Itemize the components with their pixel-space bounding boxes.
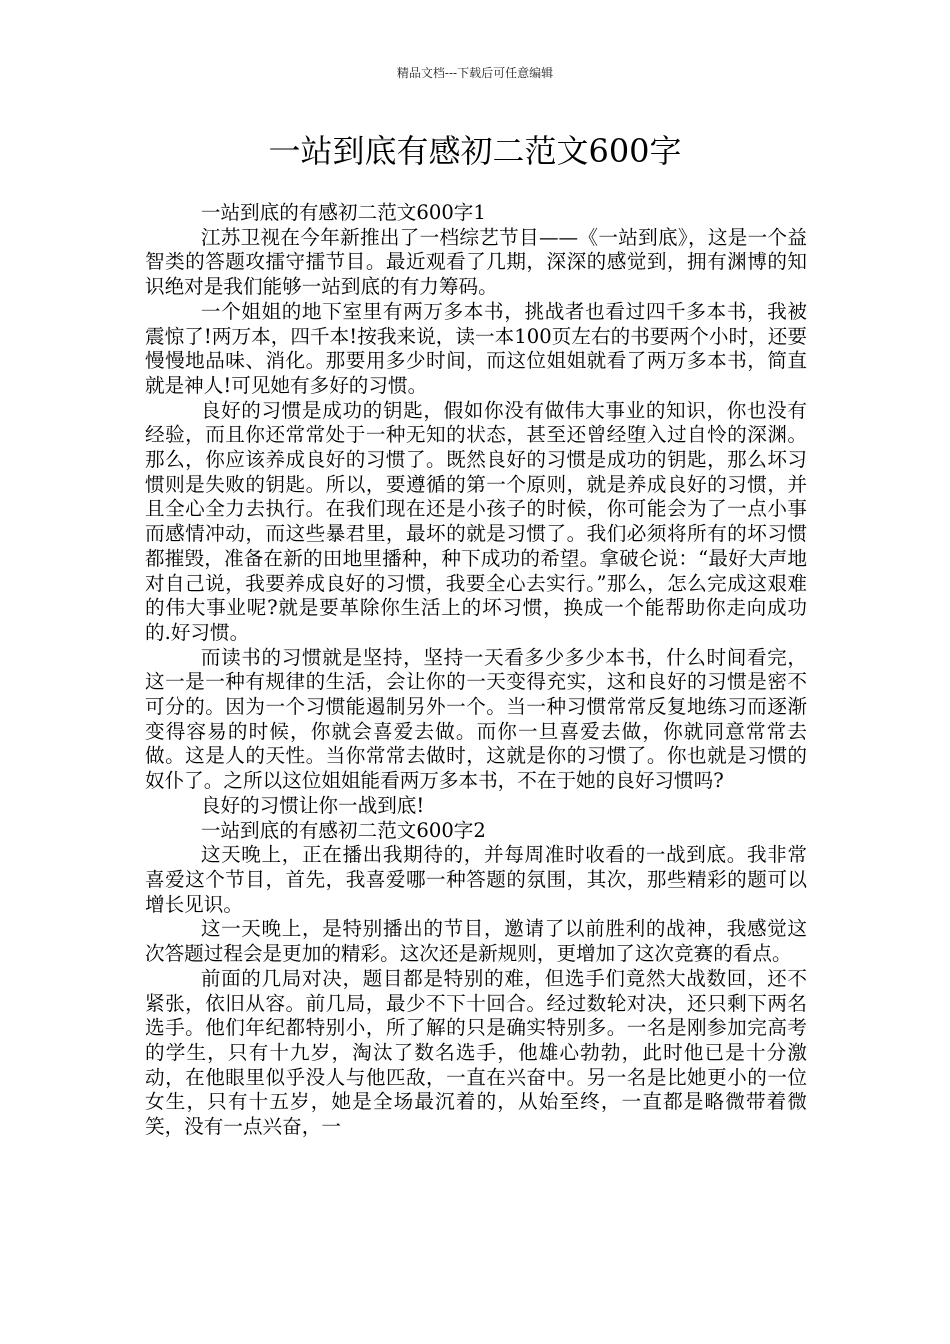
document-body [145, 201, 807, 1140]
paragraph: 前面的几局对决，题目都是特别的难，但选手们竟然大战数回，还不紧张，依旧从容。前几局，最少不下十回合。经过数轮对决，还只剩下两名选手。他们年纪都特别小，所了解的只是确实特别多。一名是刚参加完高考的学生，只有十九岁，淘汰了数名选手，他雄心勃勃，此时他已是十分激动，在他眼里似乎没人与他匹敌，一直在兴奋中。另一名是比她更小的一位女生，只有十五岁，她是全场最沉着的，从始至终，一直都是略微带着微笑，没有一点兴奋，一 [145, 966, 807, 1139]
paragraph-subheading-1: 一站到底的有感初二范文600字1 [200, 201, 486, 224]
paragraph-subheading-2: 一站到底的有感初二范文600字2 [200, 818, 486, 842]
paragraph: 一个姐姐的地下室里有两万多本书，挑战者也看过四千多本书，我被震惊了!两万本，四千本!按我来说，读一本100页左右的书要两个小时，还要慢慢地品味、消化。那要用多少时间，而这位姐姐就看了两万多本书，简直就是神人!可见她有多好的习惯。 [145, 299, 807, 397]
paragraph: 江苏卫视在今年新推出了一档综艺节目——《一站到底》，这是一个益智类的答题攻擂守擂节目。最近观看了几期，深深的感觉到，拥有渊博的知识绝对是我们能够一站到底的有力筹码。 [145, 225, 807, 299]
paragraph: 这天晚上，正在播出我期待的，并每周准时收看的一战到底。我非常喜爱这个节目，首先，我喜爱哪一种答题的氛围，其次，那些精彩的题可以增长见识。 [145, 843, 807, 916]
paragraph: 而读书的习惯就是坚持，坚持一天看多少多少本书，什么时间看完，这一是一种有规律的生活，会让你的一天变得充实，这和良好的习惯是密不可分的。因为一个习惯能遏制另外一个。当一种习惯常常反复地练习而逐渐变得容易的时候，你就会喜爱去做。而你一旦喜爱去做，你就同意常常去做。这是人的天性。当你常常去做时，这就是你的习惯了。你也就是习惯的奴仆了。之所以这位姐姐能看两万多本书，不在于她的良好习惯吗? [145, 645, 807, 793]
paragraph: 良好的习惯是成功的钥匙，假如你没有做伟大事业的知识，你也没有经验，而且你还常常处于一种无知的状态，甚至还曾经堕入过自怜的深渊。那么，你应该养成良好的习惯了。既然良好的习惯是成功的钥匙，那么坏习惯则是失败的钥匙。所以，要遵循的第一个原则，就是养成良好的习惯，并且全心全力去执行。在我们现在还是小孩子的时候，你可能会为了一点小事而感情冲动，而这些暴君里，最坏的就是习惯了。我们必须将所有的坏习惯都摧毁，准备在新的田地里播种，种下成功的希望。拿破仑说：“最好大声地对自己说，我要养成良好的习惯，我要全心去实行。”那么，怎么完成这艰难的伟大事业呢?就是要革除你生活上的坏习惯，换成一个能帮助你走向成功的.好习惯。 [145, 398, 807, 644]
document-title: 一站到底有感初二范文600字 [268, 132, 682, 170]
paragraph: 良好的习惯让你一战到底! [200, 793, 425, 817]
header-note: 精品文档---下载后可任意编辑 [396, 66, 554, 80]
paragraph: 这一天晚上，是特别播出的节目，邀请了以前胜利的战神，我感觉这次答题过程会是更加的精彩。这次还是新规则，更增加了这次竞赛的看点。 [145, 917, 807, 966]
